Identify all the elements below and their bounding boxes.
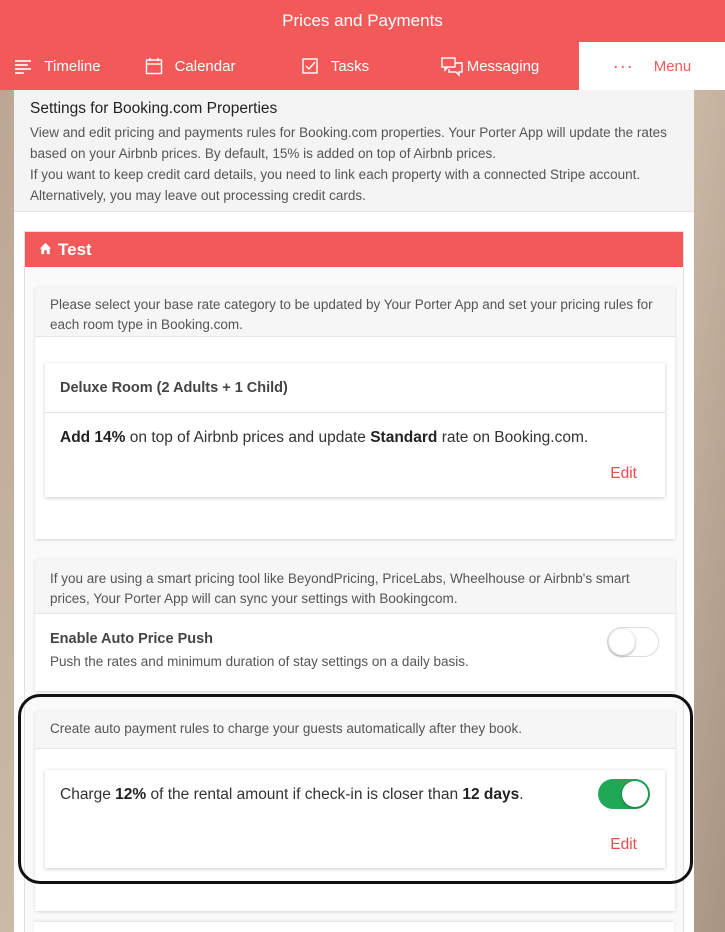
nav-bar bbox=[0, 42, 725, 90]
tab-timeline[interactable] bbox=[0, 42, 115, 90]
stripe-note: If you want to keep credit card details, you need to link each property with a connected Stripe account. Alternatively, you may leave out processing credit cards. bbox=[30, 167, 641, 203]
auto-price-title: Enable Auto Price Push bbox=[50, 631, 214, 647]
payment-days: 12 days bbox=[462, 786, 520, 803]
settings-header bbox=[14, 90, 694, 212]
payment-rule-suffix: . bbox=[519, 786, 524, 803]
tab-tasks[interactable] bbox=[265, 42, 405, 90]
tab-label: Calendar bbox=[174, 57, 236, 75]
rule-markup: Add 14% bbox=[60, 429, 126, 446]
tab-label: Timeline bbox=[44, 57, 101, 75]
room-rule-card bbox=[45, 363, 665, 497]
settings-description: View and edit pricing and payments rules for Booking.com properties. Your Porter App will update the rates based on your Airbnb prices. By default, 15% is added on top of Airbnb prices. bbox=[30, 125, 667, 161]
base-rate-card bbox=[35, 287, 675, 539]
auto-price-intro: If you are using a smart pricing tool like BeyondPricing, PriceLabs, Wheelhouse or Airbnb's smart prices, Your Porter App will can sync your settings with Bookingcom. bbox=[35, 559, 675, 614]
auto-payment-intro: Create auto payment rules to charge your guests automatically after they book. bbox=[35, 711, 675, 749]
chat-icon bbox=[441, 57, 463, 75]
tab-label: Tasks bbox=[330, 57, 370, 75]
home-icon bbox=[39, 240, 52, 260]
next-card-edge bbox=[34, 922, 674, 932]
auto-price-card bbox=[35, 559, 675, 691]
rule-rate: Standard bbox=[370, 429, 438, 446]
edit-pricing-link[interactable]: Edit bbox=[610, 465, 637, 482]
payment-percent: 12% bbox=[115, 786, 147, 803]
settings-title: Settings for Booking.com Properties bbox=[30, 100, 278, 117]
payment-rule-mid: of the rental amount if check-in is closer than bbox=[146, 786, 463, 803]
tab-menu[interactable] bbox=[579, 42, 725, 90]
rule-text-mid: on top of Airbnb prices and update bbox=[125, 429, 371, 446]
tab-label: Menu bbox=[653, 57, 692, 75]
highlight-outline bbox=[18, 694, 693, 884]
checkbox-icon bbox=[301, 57, 319, 75]
title-bar bbox=[0, 0, 725, 42]
edit-payment-link[interactable]: Edit bbox=[610, 836, 637, 853]
page-title: Prices and Payments bbox=[282, 11, 443, 30]
auto-price-desc: Push the rates and minimum duration of stay settings on a daily basis. bbox=[50, 654, 469, 669]
rule-text-suffix: rate on Booking.com. bbox=[437, 429, 589, 446]
tab-calendar[interactable] bbox=[115, 42, 265, 90]
base-rate-intro: Please select your base rate category to be updated by Your Porter App and set your pricing rules for each room type in Booking.com. bbox=[35, 287, 675, 337]
calendar-icon bbox=[145, 57, 163, 75]
room-name: Deluxe Room (2 Adults + 1 Child) bbox=[45, 363, 665, 413]
pricing-rule bbox=[45, 429, 665, 447]
more-icon: ··· bbox=[612, 55, 634, 76]
timeline-icon bbox=[14, 57, 32, 75]
auto-price-toggle[interactable] bbox=[607, 627, 659, 657]
payment-rule-prefix: Charge bbox=[60, 786, 116, 803]
property-name: Test bbox=[58, 239, 92, 259]
tab-messaging[interactable] bbox=[405, 42, 575, 90]
toggle-knob bbox=[609, 629, 635, 655]
property-header[interactable] bbox=[25, 232, 683, 267]
tab-label: Messaging bbox=[466, 57, 540, 75]
